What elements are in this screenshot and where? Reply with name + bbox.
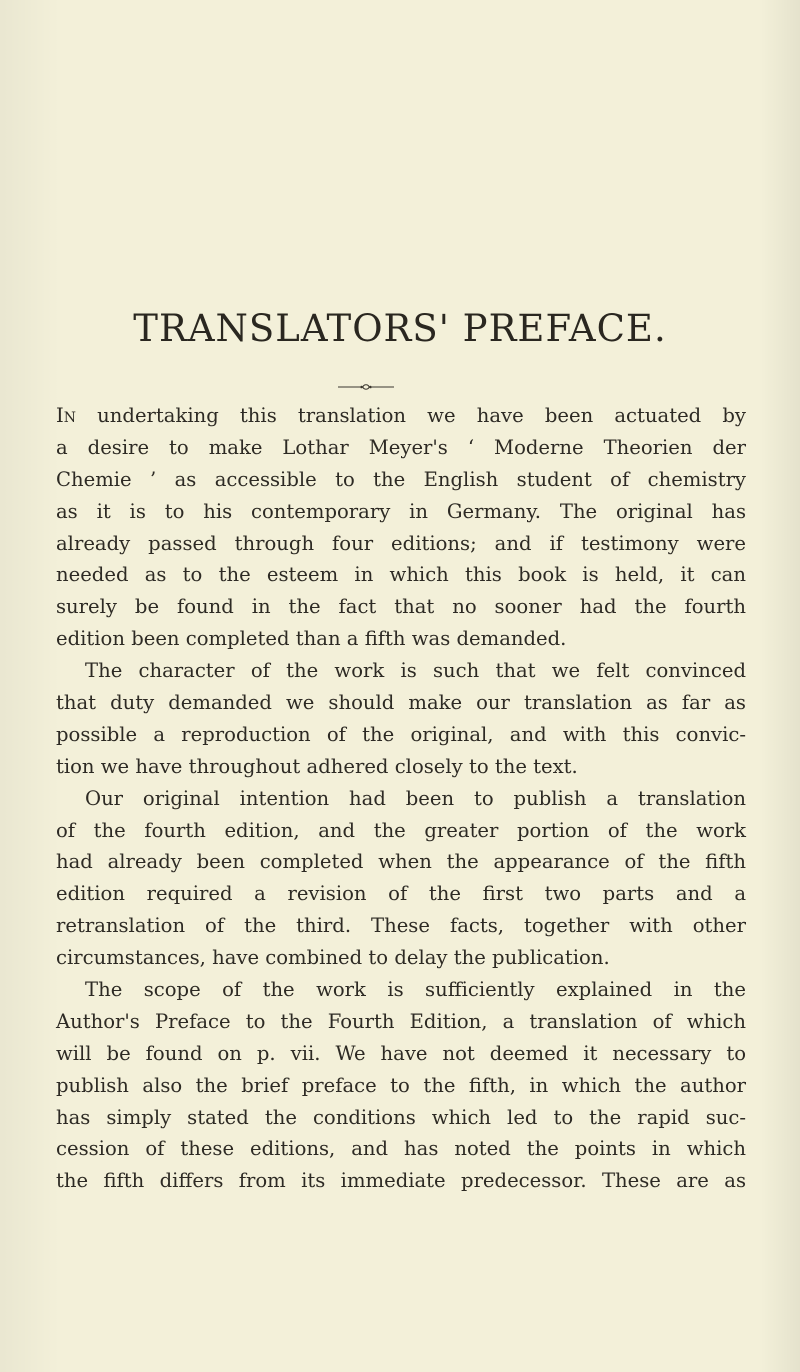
- text-line-8: edition been completed than a fifth was demanded.: [56, 627, 567, 651]
- text-line-10: that duty demanded we should make our translation as far as: [56, 691, 746, 715]
- text-line-15: had already been completed when the appearance of the fifth: [56, 850, 746, 874]
- drop-word: In: [56, 404, 76, 427]
- text-line-5: already passed through four editions; and if testimony were: [56, 531, 746, 555]
- text-line-19: The scope of the work is sufficiently explained in the: [85, 978, 746, 1002]
- text-line-2: a desire to make Lothar Meyer's ‘ Moderne Theorien der: [56, 435, 746, 459]
- text-line-13: Our original intention had been to publish a translation: [85, 786, 746, 810]
- title-ornament-divider: [338, 381, 394, 393]
- text-line-6: needed as to the esteem in which this book is held, it can: [56, 563, 746, 587]
- page-title: TRANSLATORS' PREFACE.: [133, 307, 667, 350]
- text-line-16: edition required a revision of the first two parts and a: [56, 882, 746, 906]
- text-line-11: possible a reproduction of the original, and with this convic-: [56, 722, 746, 746]
- text-line-18: circumstances, have combined to delay the publication.: [56, 946, 610, 970]
- text-line-1-rest: undertaking this translation we have been actuated by: [76, 404, 746, 427]
- text-line-22: publish also the brief preface to the fifth, in which the author: [56, 1073, 746, 1097]
- text-line-14: of the fourth edition, and the greater portion of the work: [56, 818, 746, 842]
- text-line-3: Chemie ’ as accessible to the English student of chemistry: [56, 467, 746, 491]
- text-line-1: [56, 400, 746, 432]
- text-line-25: the fifth differs from its immediate predecessor. These are as: [56, 1169, 746, 1193]
- text-line-21: will be found on p. vii. We have not deemed it necessary to: [56, 1041, 746, 1065]
- text-line-12: tion we have throughout adhered closely to the text.: [56, 754, 578, 778]
- preface-body: [56, 400, 746, 1197]
- text-line-9: The character of the work is such that we felt convinced: [85, 659, 746, 683]
- text-line-4: as it is to his contemporary in Germany. The original has: [56, 499, 746, 523]
- text-line-7: surely be found in the fact that no sooner had the fourth: [56, 595, 746, 619]
- text-line-17: retranslation of the third. These facts, together with other: [56, 914, 746, 938]
- text-line-20: Author's Preface to the Fourth Edition, a translation of which: [56, 1009, 746, 1033]
- text-line-24: cession of these editions, and has noted the points in which: [56, 1137, 746, 1161]
- text-line-23: has simply stated the conditions which led to the rapid suc-: [56, 1105, 746, 1129]
